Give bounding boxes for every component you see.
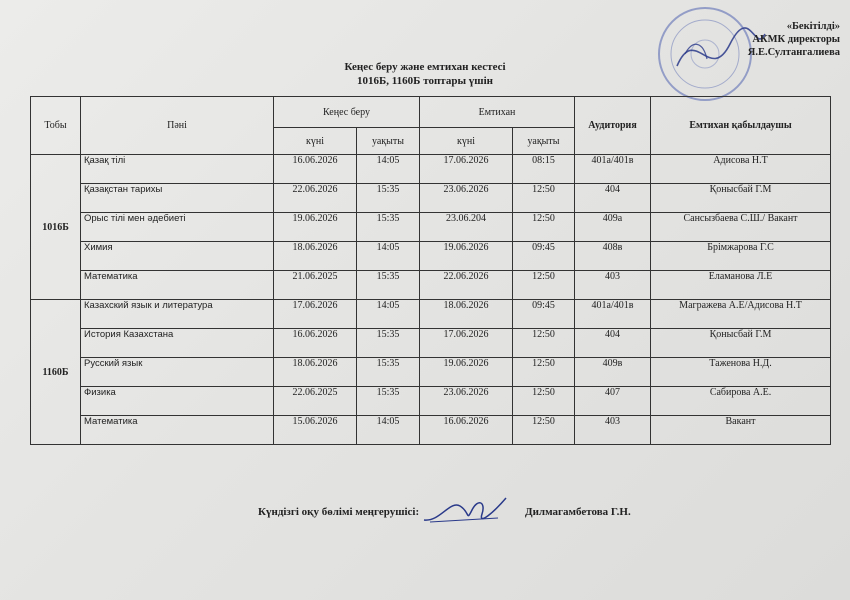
examiner-cell: Вакант <box>651 416 831 445</box>
exam-time-cell: 12:50 <box>513 416 575 445</box>
room-cell: 401а/401в <box>575 300 651 329</box>
header-exam-time: уақыты <box>513 128 575 155</box>
examiner-cell: Еламанова Л.Е <box>651 271 831 300</box>
subject-cell: Математика <box>81 416 274 445</box>
examiner-cell: Сабирова А.Е. <box>651 387 831 416</box>
room-cell: 407 <box>575 387 651 416</box>
subject-cell: Казахский язык и литература <box>81 300 274 329</box>
header-examiner: Емтихан қабылдаушы <box>651 97 831 155</box>
examiner-cell: Таженова Н.Д. <box>651 358 831 387</box>
room-cell: 403 <box>575 271 651 300</box>
examiner-cell: Сансызбаева С.Ш./ Вакант <box>651 213 831 242</box>
table-row <box>31 358 831 387</box>
exam-date-cell: 22.06.2026 <box>420 271 513 300</box>
room-cell: 409а <box>575 213 651 242</box>
group-cell: 1160Б <box>31 300 81 445</box>
footer-name: Дилмагамбетова Г.Н. <box>525 506 631 518</box>
consult-date-cell: 18.06.2026 <box>274 358 357 387</box>
subject-cell: Қазақ тілі <box>81 155 274 184</box>
consult-time-cell: 15:35 <box>357 387 420 416</box>
exam-date-cell: 19.06.2026 <box>420 358 513 387</box>
handwritten-signature <box>420 492 510 528</box>
subject-cell: Химия <box>81 242 274 271</box>
table-row <box>31 155 831 184</box>
exam-time-cell: 09:45 <box>513 242 575 271</box>
header-subject: Пәні <box>81 97 274 155</box>
room-cell: 401а/401в <box>575 155 651 184</box>
exam-date-cell: 17.06.2026 <box>420 329 513 358</box>
consult-date-cell: 18.06.2026 <box>274 242 357 271</box>
consult-time-cell: 14:05 <box>357 416 420 445</box>
header-exam: Емтихан <box>420 97 575 128</box>
table-row <box>31 416 831 445</box>
room-cell: 403 <box>575 416 651 445</box>
header-consult-date: күні <box>274 128 357 155</box>
table-row <box>31 387 831 416</box>
exam-time-cell: 12:50 <box>513 213 575 242</box>
table-row <box>31 242 831 271</box>
consult-time-cell: 15:35 <box>357 213 420 242</box>
exam-time-cell: 12:50 <box>513 184 575 213</box>
subject-cell: Математика <box>81 271 274 300</box>
examiner-cell: Адисова Н.Т <box>651 155 831 184</box>
examiner-cell: Магражева А.Е/Адисова Н.Т <box>651 300 831 329</box>
room-cell: 404 <box>575 184 651 213</box>
exam-time-cell: 08:15 <box>513 155 575 184</box>
table-row <box>31 300 831 329</box>
exam-date-cell: 17.06.2026 <box>420 155 513 184</box>
consult-time-cell: 15:35 <box>357 271 420 300</box>
document-title <box>0 60 850 88</box>
approval-line-2: АКМК директоры <box>752 34 840 45</box>
room-cell: 404 <box>575 329 651 358</box>
consult-date-cell: 22.06.2025 <box>274 387 357 416</box>
consult-time-cell: 15:35 <box>357 329 420 358</box>
exam-date-cell: 23.06.2026 <box>420 387 513 416</box>
consult-time-cell: 14:05 <box>357 242 420 271</box>
approval-line-1: «Бекітілді» <box>786 21 840 32</box>
group-cell: 1016Б <box>31 155 81 300</box>
consult-time-cell: 14:05 <box>357 300 420 329</box>
room-cell: 408в <box>575 242 651 271</box>
exam-date-cell: 23.06.204 <box>420 213 513 242</box>
header-group: Тобы <box>31 97 81 155</box>
examiner-cell: Қонысбай Г.М <box>651 184 831 213</box>
exam-date-cell: 18.06.2026 <box>420 300 513 329</box>
consult-time-cell: 14:05 <box>357 155 420 184</box>
table-row <box>31 213 831 242</box>
exam-time-cell: 12:50 <box>513 387 575 416</box>
consult-date-cell: 21.06.2025 <box>274 271 357 300</box>
header-consult: Кеңес беру <box>274 97 420 128</box>
consult-date-cell: 22.06.2026 <box>274 184 357 213</box>
consult-date-cell: 16.06.2026 <box>274 329 357 358</box>
title-line-2: 1016Б, 1160Б топтары үшін <box>357 75 493 87</box>
exam-date-cell: 16.06.2026 <box>420 416 513 445</box>
table-row <box>31 329 831 358</box>
exam-time-cell: 12:50 <box>513 358 575 387</box>
consult-date-cell: 16.06.2026 <box>274 155 357 184</box>
room-cell: 409в <box>575 358 651 387</box>
header-room: Аудитория <box>575 97 651 155</box>
footer-label: Күндізгі оқу бөлімі меңгерушісі: <box>258 506 420 518</box>
header-exam-date: күні <box>420 128 513 155</box>
approval-line-3: Я.Е.Султангалиева <box>747 47 840 58</box>
examiner-cell: Брімжарова Г.С <box>651 242 831 271</box>
consult-time-cell: 15:35 <box>357 184 420 213</box>
table-row <box>31 271 831 300</box>
title-line-1: Кеңес беру және емтихан кестесі <box>344 61 506 73</box>
approval-block <box>700 20 840 59</box>
schedule-body <box>31 155 831 445</box>
exam-date-cell: 23.06.2026 <box>420 184 513 213</box>
consult-time-cell: 15:35 <box>357 358 420 387</box>
exam-date-cell: 19.06.2026 <box>420 242 513 271</box>
consult-date-cell: 17.06.2026 <box>274 300 357 329</box>
exam-time-cell: 12:50 <box>513 271 575 300</box>
consult-date-cell: 19.06.2026 <box>274 213 357 242</box>
subject-cell: Русский язык <box>81 358 274 387</box>
subject-cell: История Казахстана <box>81 329 274 358</box>
exam-time-cell: 09:45 <box>513 300 575 329</box>
header-consult-time: уақыты <box>357 128 420 155</box>
subject-cell: Физика <box>81 387 274 416</box>
subject-cell: Қазақстан тарихы <box>81 184 274 213</box>
table-row <box>31 184 831 213</box>
exam-time-cell: 12:50 <box>513 329 575 358</box>
consult-date-cell: 15.06.2026 <box>274 416 357 445</box>
subject-cell: Орыс тілі мен әдебиеті <box>81 213 274 242</box>
schedule-table <box>30 96 831 445</box>
examiner-cell: Қонысбай Г.М <box>651 329 831 358</box>
